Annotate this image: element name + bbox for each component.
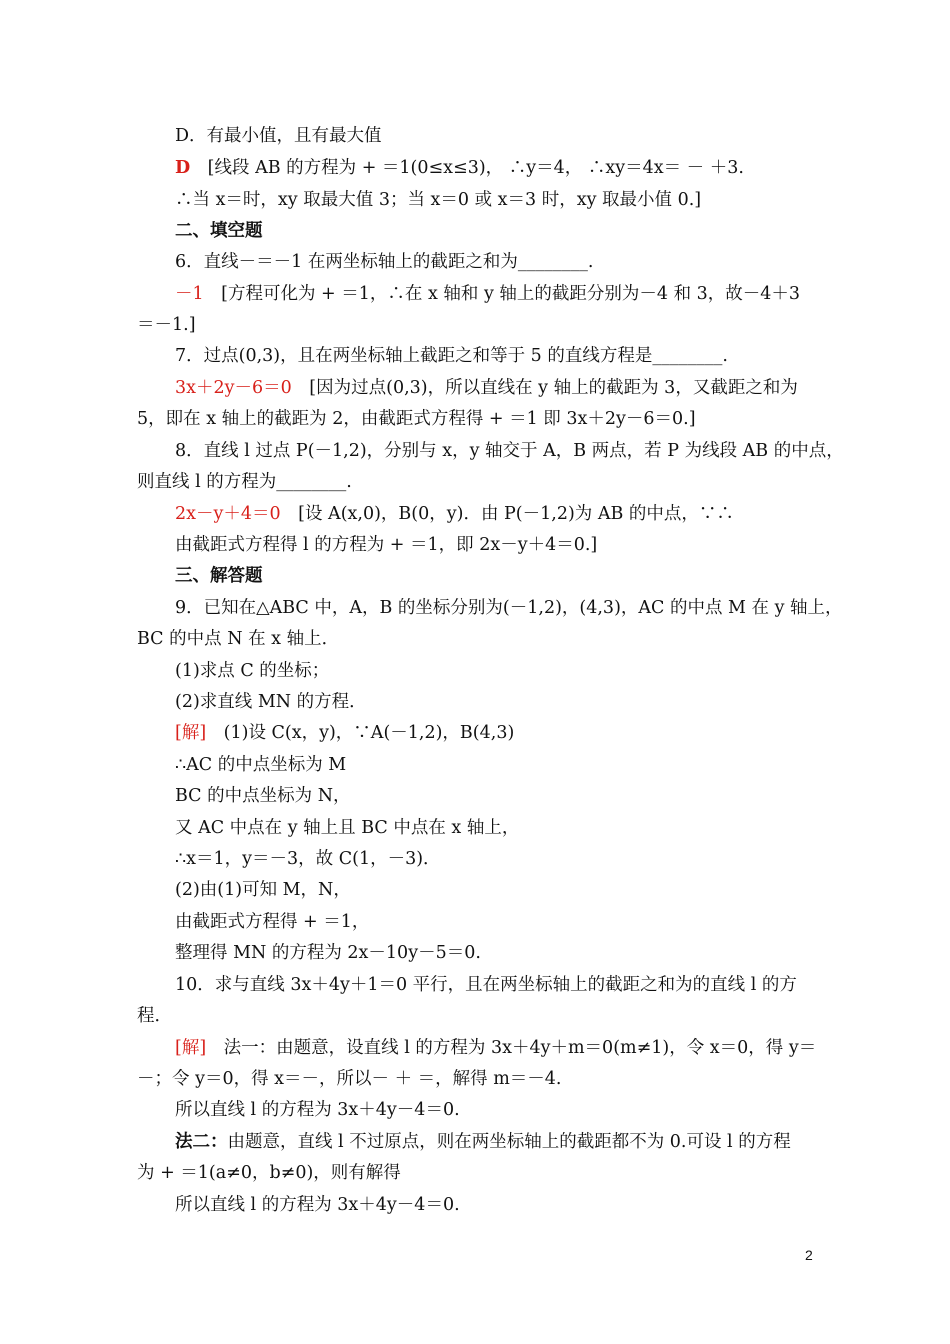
text-line bbox=[175, 848, 855, 870]
line-text: －；令 y＝0，得 x＝－，所以－ ＋ ＝，解得 m＝－4. bbox=[137, 1069, 562, 1089]
line-text: 5，即在 x 轴上的截距为 2，由截距式方程得 + ＝1 即 3x＋2y－6＝0.] bbox=[137, 409, 696, 429]
line-text: 9．已知在△ABC 中，A，B 的坐标分别为(－1,2)，(4,3)，AC 的中点 M 在 y 轴上， bbox=[175, 598, 843, 618]
text-line bbox=[137, 1162, 817, 1184]
text-line bbox=[137, 1068, 817, 1090]
line-text: (1)求点 C 的坐标； bbox=[175, 661, 330, 681]
line-text: [方程可化为 + ＝1，∴在 x 轴和 y 轴上的截距分别为－4 和 3，故－4＋3 bbox=[203, 284, 801, 304]
line-text: [设 A(x,0)，B(0，y)．由 P(－1,2)为 AB 的中点，∵∴ bbox=[280, 504, 734, 524]
text-line bbox=[175, 1194, 855, 1216]
text-line bbox=[175, 189, 855, 211]
line-text: 法一：由题意，设直线 l 的方程为 3x＋4y＋m＝0(m≠1)，令 x＝0，得 y＝ bbox=[206, 1038, 817, 1058]
line-text: 三、解答题 bbox=[175, 566, 263, 586]
line-text: 由截距式方程得 + ＝1， bbox=[175, 912, 370, 932]
text-line bbox=[175, 157, 855, 179]
line-text: 由截距式方程得 l 的方程为 + ＝1，即 2x－y＋4＝0.] bbox=[175, 535, 598, 555]
line-text: (2)求直线 MN 的方程． bbox=[175, 692, 367, 712]
text-line bbox=[175, 911, 855, 933]
line-text: ＝－1.] bbox=[137, 315, 196, 335]
line-text: 法二： bbox=[175, 1132, 228, 1152]
line-text: ∴x＝1，y＝－3，故 C(1，－3)． bbox=[175, 849, 441, 869]
text-line bbox=[175, 251, 855, 273]
answer-label: D bbox=[175, 158, 191, 178]
text-line bbox=[175, 534, 855, 556]
line-text: [线段 AB 的方程为 + ＝1(0≤x≤3)， ∴y＝4， ∴xy＝4x＝ － ＋3. bbox=[190, 158, 744, 178]
text-line bbox=[175, 377, 855, 399]
answer-label: [解] bbox=[175, 723, 207, 743]
text-line bbox=[175, 974, 855, 996]
line-text: 为 + ＝1(a≠0，b≠0)，则有解得 bbox=[137, 1163, 401, 1183]
answer-label: 2x－y＋4＝0 bbox=[175, 504, 281, 524]
line-text: D．有最小值，且有最大值 bbox=[175, 126, 382, 146]
line-text: (1)设 C(x，y)，∵A(－1,2)，B(4,3) bbox=[206, 723, 515, 743]
line-text: 7．过点(0,3)，且在两坐标轴上截距之和等于 5 的直线方程是________. bbox=[175, 346, 728, 366]
text-line bbox=[175, 125, 855, 147]
line-text: (2)由(1)可知 M，N， bbox=[175, 880, 351, 900]
text-line bbox=[137, 471, 817, 493]
text-line bbox=[137, 408, 817, 430]
text-line bbox=[175, 597, 855, 619]
line-text: BC 的中点 N 在 x 轴上． bbox=[137, 629, 340, 649]
line-text: ∴AC 的中点坐标为 M bbox=[175, 755, 347, 775]
text-line bbox=[175, 754, 855, 776]
text-line bbox=[175, 1037, 855, 1059]
text-line bbox=[175, 660, 855, 682]
text-line bbox=[175, 942, 855, 964]
answer-label: －1 bbox=[175, 284, 204, 304]
text-line bbox=[175, 1131, 855, 1153]
line-text: 则直线 l 的方程为________. bbox=[137, 472, 352, 492]
answer-label: 3x＋2y－6＝0 bbox=[175, 378, 292, 398]
text-line bbox=[175, 503, 855, 525]
text-line bbox=[137, 314, 817, 336]
line-text: 所以直线 l 的方程为 3x＋4y－4＝0. bbox=[175, 1100, 460, 1120]
line-text: ∴当 x＝时，xy 取最大值 3；当 x＝0 或 x＝3 时，xy 取最小值 0.] bbox=[175, 190, 702, 210]
text-line bbox=[175, 817, 855, 839]
text-line bbox=[175, 722, 855, 744]
text-line bbox=[175, 785, 855, 807]
text-line bbox=[175, 1099, 855, 1121]
page-number: 2 bbox=[805, 1247, 813, 1263]
text-line bbox=[137, 628, 817, 650]
text-line bbox=[175, 565, 855, 587]
text-line bbox=[175, 440, 855, 462]
text-line bbox=[175, 879, 855, 901]
answer-label: [解] bbox=[175, 1038, 207, 1058]
line-text: 6．直线－＝－1 在两坐标轴上的截距之和为________. bbox=[175, 252, 594, 272]
line-text: 二、填空题 bbox=[175, 221, 263, 241]
text-line bbox=[175, 345, 855, 367]
line-text: BC 的中点坐标为 N， bbox=[175, 786, 351, 806]
text-line bbox=[175, 283, 855, 305]
text-line bbox=[175, 220, 855, 242]
line-text: 8．直线 l 过点 P(－1,2)，分别与 x，y 轴交于 A，B 两点，若 P 为线段 AB 的中点， bbox=[175, 441, 844, 461]
line-text: 整理得 MN 的方程为 2x－10y－5＝0. bbox=[175, 943, 481, 963]
line-text: 又 AC 中点在 y 轴上且 BC 中点在 x 轴上， bbox=[175, 818, 520, 838]
line-text: 由题意，直线 l 不过原点，则在两坐标轴上的截距都不为 0.可设 l 的方程 bbox=[227, 1132, 791, 1152]
text-line bbox=[175, 691, 855, 713]
text-line bbox=[137, 1005, 817, 1027]
line-text: 程． bbox=[137, 1006, 172, 1026]
line-text: 10．求与直线 3x＋4y＋1＝0 平行，且在两坐标轴上的截距之和为的直线 l 的方 bbox=[175, 975, 797, 995]
line-text: 所以直线 l 的方程为 3x＋4y－4＝0. bbox=[175, 1195, 460, 1215]
line-text: [因为过点(0,3)，所以直线在 y 轴上的截距为 3，又截距之和为 bbox=[291, 378, 798, 398]
